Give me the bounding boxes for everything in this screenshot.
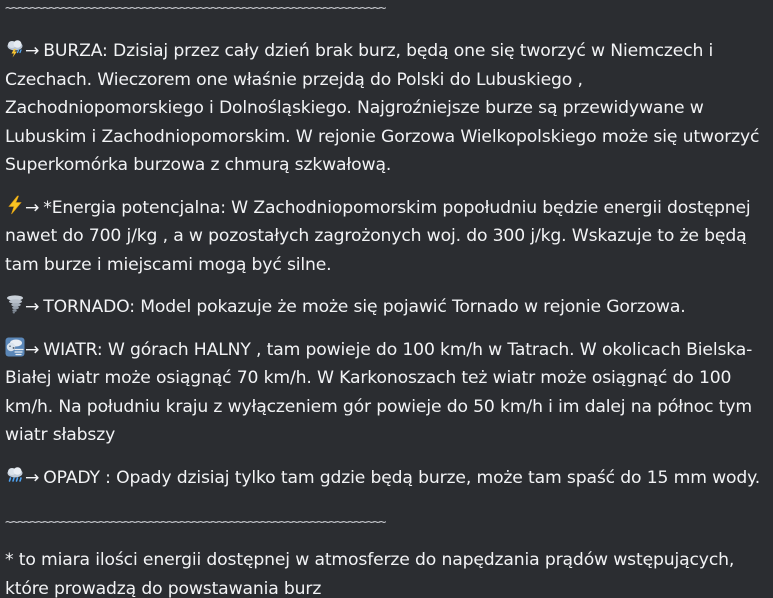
section-text: OPADY : Opady dzisiaj tylko tam gdzie będą burze, może tam spaść do 15 mm wody. bbox=[43, 467, 761, 488]
section-text: WIATR: W górach HALNY , tam powieje do 100 km/h w Tatrach. W okolicach Bielska-Białej wiatr może osiągnąć 70 km/h. W Karkonoszach też wiatr może osiągnąć do 100 km/h. Na południu kraju z wyłączeniem gór powieje do 50 km/h i im dalej na północ tym wiatr słabszy bbox=[5, 339, 753, 445]
section-tornado bbox=[5, 293, 767, 322]
divider-bottom: ~~~~~~~~~~~~~~~~~~~~~~~~~~~~~~~~~~~~~~~~~~~~~~~~~~~~~~~~~~~~~ bbox=[5, 516, 385, 530]
section-burza bbox=[5, 37, 767, 180]
section-opady bbox=[5, 464, 767, 493]
arrow-glyph: → bbox=[25, 41, 40, 61]
wind-face-icon bbox=[5, 337, 25, 357]
tornado-icon bbox=[5, 294, 25, 314]
forecast-message bbox=[0, 2, 773, 598]
section-text: TORNADO: Model pokazuje że może się pojawić Tornado w rejonie Gorzowa. bbox=[43, 297, 686, 317]
rain-cloud-icon bbox=[5, 465, 25, 485]
section-text: *Energia potencjalna: W Zachodniopomorskim popołudniu będzie energii dostępnej nawet do 700 j/kg , a w pozostałych zagrożonych woj. do 300 j/kg. Wskazuje to że będą tam burze i miejscami mogą być silne. bbox=[5, 197, 751, 275]
arrow-glyph: → bbox=[25, 339, 40, 360]
divider-top: ~~~~~~~~~~~~~~~~~~~~~~~~~~~~~~~~~~~~~~~~~~~~~~~~~~~~~~~~~~~~~ bbox=[5, 2, 385, 16]
section-text: BURZA: Dzisiaj przez cały dzień brak burz, będą one się tworzyć w Niemczech i Czechach. Wieczorem one właśnie przejdą do Polski do Lubuskiego , Zachodniopomorskiego i Dolnośląskiego. Najgroźniejsze burze są przewidywane w Lubuskim i Zachodniopomorskim. W rejonie Gorzowa Wielkopolskiego może się utworzyć Superkomórka burzowa z chmurą szkwałową. bbox=[5, 41, 760, 175]
arrow-glyph: → bbox=[25, 197, 40, 218]
footnote: * to miara ilości energii dostępnej w atmosferze do napędzania prądów wstępujących, które prowadzą do powstawania burz bbox=[5, 550, 735, 598]
lightning-bolt-icon bbox=[5, 195, 25, 215]
thunderstorm-cloud-icon bbox=[5, 38, 25, 58]
section-wiatr bbox=[5, 336, 767, 450]
arrow-glyph: → bbox=[25, 467, 40, 488]
arrow-glyph: → bbox=[25, 297, 40, 317]
section-energia bbox=[5, 194, 767, 280]
